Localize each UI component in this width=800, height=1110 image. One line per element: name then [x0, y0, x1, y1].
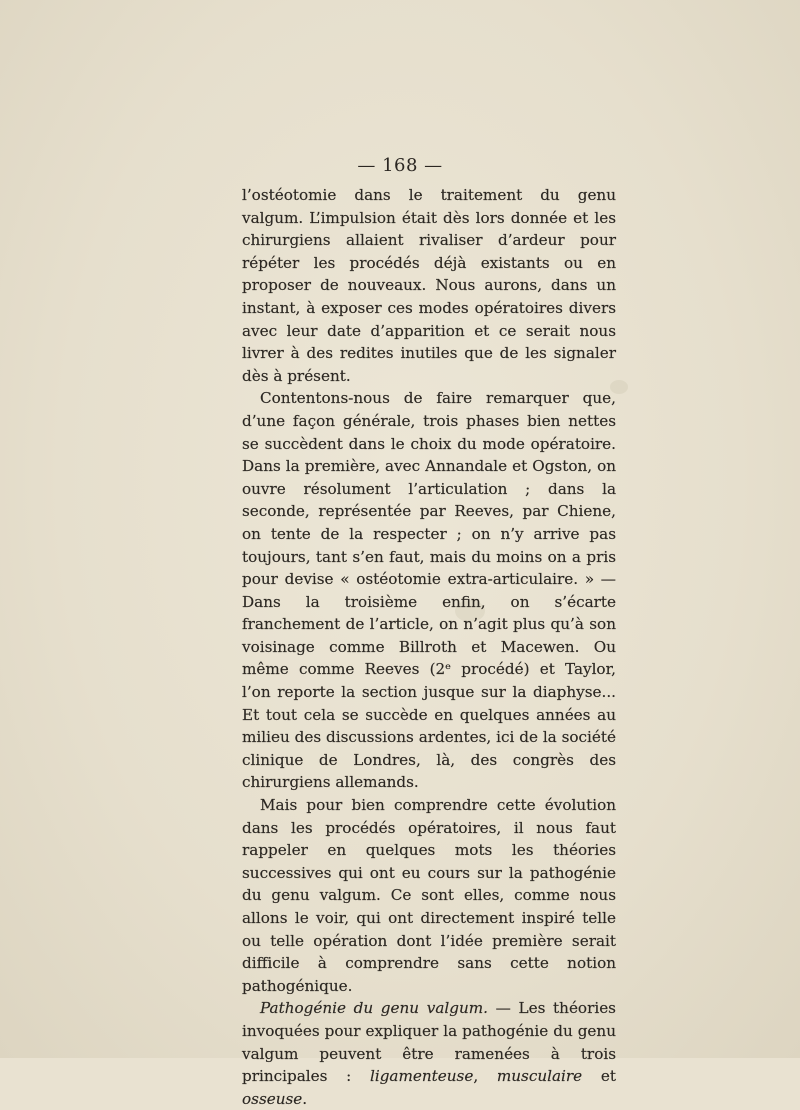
paragraph-text: — Les théories invoquées pour expliquer la pathogénie du genu valgum peuvent être ramenées à trois principales :: [242, 999, 616, 1086]
conjunction: et: [582, 1067, 616, 1086]
theory-term: osseuse: [242, 1089, 303, 1108]
body-text: [242, 184, 616, 1110]
period: .: [302, 1089, 308, 1108]
paragraph: [242, 997, 616, 1110]
separator: ,: [473, 1067, 497, 1086]
section-heading: Pathogénie du genu valgum.: [260, 999, 488, 1018]
paragraph: Contentons-nous de faire remarquer que, d’une façon générale, trois phases bien nettes se succèdent dans le choix du mode opératoire. Dans la première, avec Annandale et Ogston, on ouvre résolument l’articulation ; dans la seconde, représentée par Reeves, par Chiene, on tente de la respecter ; on n’y arrive pas toujours, tant s’en faut, mais du moins on a pris pour devise « ostéotomie extra-articulaire. » — Dans la troisième enfin, on s’écarte franchement de l’article, on n’agit plus qu’à son voisinage comme Billroth et Macewen. Ou même comme Reeves (2ᵉ procédé) et Taylor, l’on reporte la section jusque sur la diaphyse... Et tout cela se succède en quelques années au milieu des discussions ardentes, ici de la société clinique de Londres, là, des congrès des chirurgiens allemands.: [242, 389, 616, 792]
paragraph: Mais pour bien comprendre cette évolution dans les procédés opératoires, il nous faut rappeler en quelques mots les théories successives qui ont eu cours sur la pathogénie du genu valgum. Ce sont elles, comme nous allons le voir, qui ont directement inspiré telle ou telle opération dont l’idée première serait difficile à comprendre sans cette notion pathogénique.: [242, 796, 616, 995]
theory-term: ligamenteuse: [369, 1067, 474, 1086]
page-number: — 168 —: [357, 155, 443, 176]
theory-term: musculaire: [496, 1067, 583, 1086]
paragraph: l’ostéotomie dans le traitement du genu valgum. L’impulsion était dès lors donnée et les chirurgiens allaient rivaliser d’ardeur pour répéter les procédés déjà existants ou en proposer de nouveaux. Nous aurons, dans un instant, à exposer ces modes opératoires divers avec leur date d’apparition et ce serait nous livrer à des redites inutiles que de les signaler dès à présent.: [242, 186, 616, 385]
